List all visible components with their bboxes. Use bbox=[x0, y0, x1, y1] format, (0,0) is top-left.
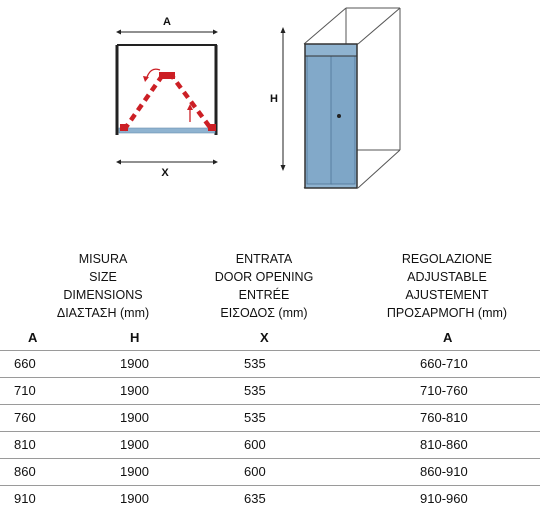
dimensions-table bbox=[0, 350, 540, 512]
table-row bbox=[0, 404, 540, 431]
cell-h: 1900 bbox=[120, 410, 149, 425]
cell-a: 760 bbox=[14, 410, 36, 425]
header-size-line: ΔΙΑΣΤΑΣΗ (mm) bbox=[56, 306, 150, 320]
header-entry-line: ENTRÉE bbox=[238, 288, 290, 302]
column-header-x: X bbox=[260, 330, 269, 345]
perspective-view-diagram bbox=[270, 8, 400, 188]
door-handle-icon bbox=[337, 114, 341, 118]
header-entry-line: DOOR OPENING bbox=[214, 270, 314, 284]
label-h: H bbox=[270, 93, 278, 105]
cell-adjust: 910-960 bbox=[420, 491, 468, 506]
glass-panel-left bbox=[307, 56, 332, 184]
table-row bbox=[0, 350, 540, 377]
cell-h: 1900 bbox=[120, 437, 149, 452]
arrow-up-icon bbox=[281, 27, 286, 33]
column-header-h: H bbox=[130, 330, 140, 345]
table-row bbox=[0, 431, 540, 458]
column-header-a: A bbox=[28, 330, 38, 345]
header-entry-line: ENTRATA bbox=[235, 252, 293, 266]
door-left-end bbox=[120, 124, 128, 131]
cell-h: 1900 bbox=[120, 491, 149, 506]
header-size-line: SIZE bbox=[89, 270, 117, 284]
cell-x: 600 bbox=[244, 437, 266, 452]
glass-panel-right bbox=[331, 56, 355, 184]
header-size bbox=[8, 250, 198, 322]
cell-a: 910 bbox=[14, 491, 36, 506]
arrow-right-icon bbox=[213, 160, 218, 165]
table-row bbox=[0, 485, 540, 512]
glass-panel bbox=[119, 128, 215, 133]
cell-adjust: 660-710 bbox=[420, 356, 468, 371]
arrow-right-icon bbox=[213, 30, 218, 35]
door-right-end bbox=[208, 124, 216, 131]
cell-adjust: 810-860 bbox=[420, 437, 468, 452]
door-swing-path bbox=[124, 76, 212, 130]
header-entry bbox=[184, 250, 344, 322]
header-adjust-line: ADJUSTABLE bbox=[407, 270, 487, 284]
cell-a: 860 bbox=[14, 464, 36, 479]
arrow-left-icon bbox=[116, 160, 121, 165]
cell-x: 535 bbox=[244, 410, 266, 425]
cell-x: 635 bbox=[244, 491, 266, 506]
cell-adjust: 710-760 bbox=[420, 383, 468, 398]
header-size-line: MISURA bbox=[78, 252, 128, 266]
table-row bbox=[0, 458, 540, 485]
diagrams bbox=[0, 0, 540, 230]
header-size-line: DIMENSIONS bbox=[63, 288, 143, 302]
cell-a: 810 bbox=[14, 437, 36, 452]
header-entry-line: ΕΙΣΟΔΟΣ (mm) bbox=[220, 306, 308, 320]
cell-x: 535 bbox=[244, 356, 266, 371]
label-x: X bbox=[161, 167, 169, 179]
curved-arrow-head-icon bbox=[143, 76, 149, 82]
header-adjust-line: ΠΡΟΣΑΡΜΟΓΗ (mm) bbox=[386, 306, 508, 320]
cell-h: 1900 bbox=[120, 464, 149, 479]
header-adjust-line: REGOLAZIONE bbox=[401, 252, 493, 266]
cell-a: 710 bbox=[14, 383, 36, 398]
cell-a: 660 bbox=[14, 356, 36, 371]
door-top bbox=[159, 72, 175, 79]
cell-h: 1900 bbox=[120, 383, 149, 398]
cell-x: 535 bbox=[244, 383, 266, 398]
label-a: A bbox=[163, 16, 171, 28]
cell-h: 1900 bbox=[120, 356, 149, 371]
arrow-left-icon bbox=[116, 30, 121, 35]
column-header-adjust-a: A bbox=[443, 330, 453, 345]
cell-x: 600 bbox=[244, 464, 266, 479]
cell-adjust: 860-910 bbox=[420, 464, 468, 479]
header-adjust bbox=[352, 250, 540, 322]
plan-view-diagram bbox=[116, 16, 218, 179]
table-row bbox=[0, 377, 540, 404]
header-adjust-line: AJUSTEMENT bbox=[405, 288, 489, 302]
arrow-down-icon bbox=[281, 165, 286, 171]
cell-adjust: 760-810 bbox=[420, 410, 468, 425]
